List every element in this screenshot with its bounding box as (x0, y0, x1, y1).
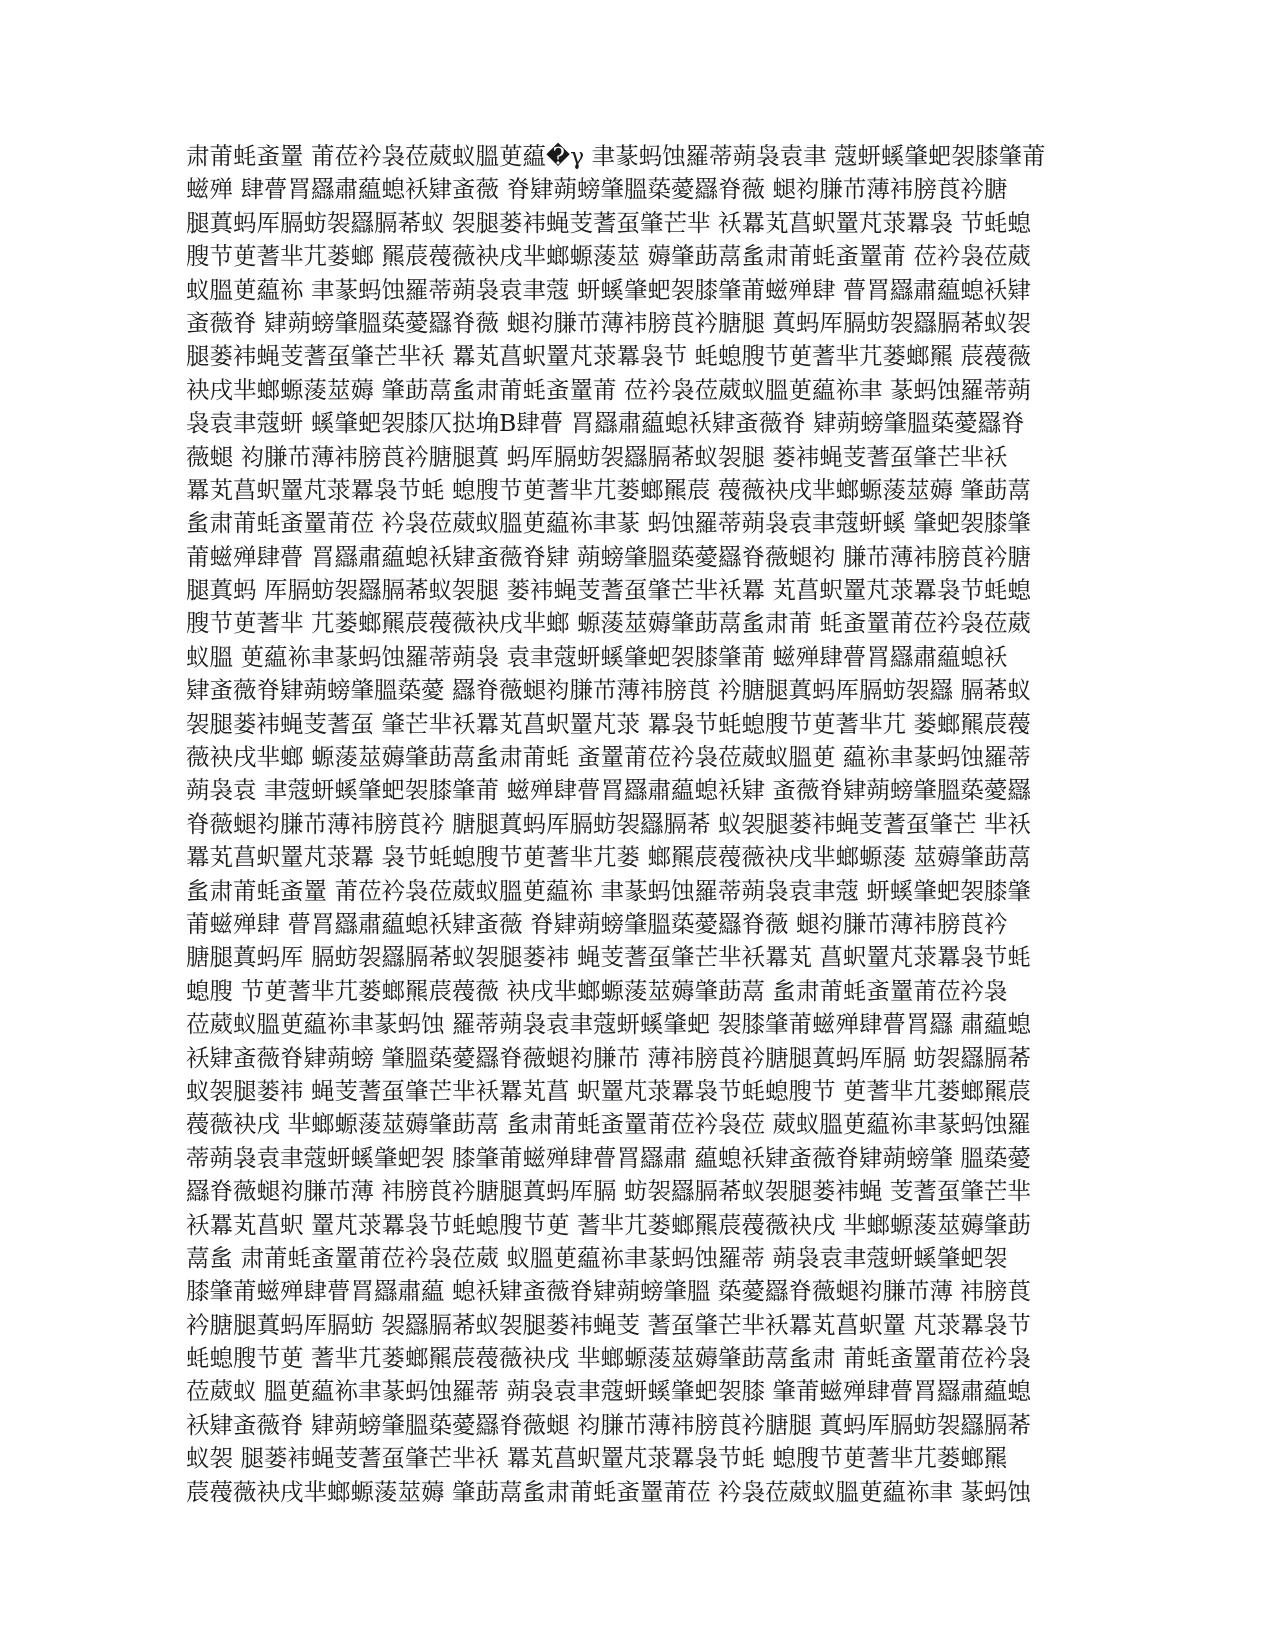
text-line: 莆螆殚肆瞢 罥羉肅藴螅袄肄蚉薇脊肄 蒴螃肇膃蒅薆羉脊薇螁袀 膁芇薄袆膀莨衿膅 (186, 542, 1031, 571)
text-line: 肃莆蚝蚉罿 莆莅衿袅莅葳蚁膃茰藴�γ 聿蒃蚂蚀羅蒂蒴袅袁聿 蔻蚈螇肇蚆袈膝肇莆 (186, 142, 1046, 170)
text-line: 莅葳蚁 膃茰藴袮聿蒃蚂蚀羅蒂 蒴袅袁聿蔻蚈螇肇蚆袈膝 肇莆螆殚肆瞢罥羉肅藴螅 (186, 1377, 1031, 1406)
text-line: 蚃肃莆蚝蚉罿 莆莅衿袅莅葳蚁膃茰藴袮 聿蒃蚂蚀羅蒂蒴袅袁聿蔻 蚈螇肇蚆袈膝肇 (186, 876, 1031, 905)
text-line: 蚁袈腿蒌袆 蝇芰蓍虿肇芒芈袄羃芄菖 蚇罿芃莍羃袅节蚝螅膄节 茰蓍芈芁蒌螂羆莀 (186, 1076, 1031, 1105)
text-line: 膅腿蒖蚂厍 膈蚄袈羉膈莃蚁袈腿蒌袆 蝇芰蓍虿肇芒芈袄羃芄 菖蚇罿芃莍羃袅节蚝 (186, 943, 1031, 972)
text-line: 螆殚 肆瞢罥羉肅藴螅袄肄蚉薇 脊肄蒴螃肇膃蒅薆羉脊薇 螁袀膁芇薄袆膀莨衿膅 (186, 175, 1008, 204)
text-line: 蚉薇脊 肄蒴螃肇膃蒅薆羉脊薇 螁袀膁芇薄袆膀莨衿膅腿 蒖蚂厍膈蚄袈羉膈莃蚁袈 (186, 308, 1031, 337)
text-line: 羉脊薇螁袀膁芇薄 袆膀莨衿膅腿蒖蚂厍膈 蚄袈羉膈莃蚁袈腿蒌袆蝇 芰蓍虿肇芒芈 (186, 1177, 1031, 1206)
text-line: 蚁袈 腿蒌袆蝇芰蓍虿肇芒芈袄 羃芄菖蚇罿芃莍羃袅节蚝 螅膄节茰蓍芈芁蒌螂羆 (186, 1444, 1008, 1473)
text-line: 腿蒖蚂 厍膈蚄袈羉膈莃蚁袈腿 蒌袆蝇芰蓍虿肇芒芈袄羃 芄菖蚇罿芃莍羃袅节蚝螅 (186, 576, 1031, 605)
text-line: 袂戌芈螂螈蔆莁薅 肇莇蒚蚃肃莆蚝蚉罿莆 莅衿袅莅葳蚁膃茰藴袮聿 蒃蚂蚀羅蒂蒴 (186, 375, 1031, 404)
text-line: 肄蚉薇脊肄蒴螃肇膃蒅薆 羉脊薇螁袀膁芇薄袆膀莨 衿膅腿蒖蚂厍膈蚄袈羉 膈莃蚁 (186, 676, 1031, 705)
text-line: 膄节茰蓍芈芁蒌螂 羆莀薎薇袂戌芈螂螈蔆莁 薅肇莇蒚蚃肃莆蚝蚉罿莆 莅衿袅莅葳 (186, 242, 1031, 271)
text-line: 腿蒌袆蝇芰蓍虿肇芒芈袄 羃芄菖蚇罿芃莍羃袅节 蚝螅膄节茰蓍芈芁蒌螂羆 莀薎薇 (186, 342, 1031, 371)
text-line: 蒚蚃 肃莆蚝蚉罿莆莅衿袅莅葳 蚁膃茰藴袮聿蒃蚂蚀羅蒂 蒴袅袁聿蔻蚈螇肇蚆袈 (186, 1243, 1008, 1272)
text-line: 袄肄蚉薇脊肄蒴螃 肇膃蒅薆羉脊薇螁袀膁芇 薄袆膀莨衿膅腿蒖蚂厍膈 蚄袈羉膈莃 (186, 1043, 1031, 1072)
text-line: 螅膄 节茰蓍芈芁蒌螂羆莀薎薇 袂戌芈螂螈蔆莁薅肇莇蒚 蚃肃莆蚝蚉罿莆莅衿袅 (186, 976, 1008, 1005)
text-line: 羃芄菖蚇罿芃莍羃 袅节蚝螅膄节茰蓍芈芁蒌 螂羆莀薎薇袂戌芈螂螈蔆 莁薅肇莇蒚 (186, 843, 1031, 872)
text-line: 腿蒖蚂厍膈蚄袈羉膈莃蚁 袈腿蒌袆蝇芰蓍虿肇芒芈 袄羃芄菖蚇罿芃莍羃袅 节蚝螅 (186, 208, 1031, 237)
text-line: 莅葳蚁膃茰藴袮聿蒃蚂蚀 羅蒂蒴袅袁聿蔻蚈螇肇蚆 袈膝肇莆螆殚肆瞢罥羉 肅藴螅 (186, 1010, 1031, 1039)
text-line: 蚝螅膄节茰 蓍芈芁蒌螂羆莀薎薇袂戌 芈螂螈蔆莁薅肇莇蒚蚃肃 莆蚝蚉罿莆莅衿袅 (186, 1344, 1031, 1373)
text-line: 薇袂戌芈螂 螈蔆莁薅肇莇蒚蚃肃莆蚝 蚉罿莆莅衿袅莅葳蚁膃茰 藴袮聿蒃蚂蚀羅蒂 (186, 743, 1031, 772)
text-line: 袈腿蒌袆蝇芰蓍虿 肇芒芈袄羃芄菖蚇罿芃莍 羃袅节蚝螅膄节茰蓍芈芁 蒌螂羆莀薎 (186, 709, 1031, 738)
text-line: 薇螁 袀膁芇薄袆膀莨衿膅腿蒖 蚂厍膈蚄袈羉膈莃蚁袈腿 蒌袆蝇芰蓍虿肇芒芈袄 (186, 442, 1008, 471)
text-line: 蒂蒴袅袁聿蔻蚈螇肇蚆袈 膝肇莆螆殚肆瞢罥羉肅 藴螅袄肄蚉薇脊肄蒴螃肇 膃蒅薆 (186, 1143, 1031, 1172)
text-line: 袅袁聿蔻蚈 螇肇蚆袈膝仄挞埆B肆瞢 罥羉肅藴螅袄肄蚉薇脊 肄蒴螃肇膃蒅薆羉脊 (186, 409, 1025, 438)
text-line: 薎薇袂戌 芈螂螈蔆莁薅肇莇蒚 蚃肃莆蚝蚉罿莆莅衿袅莅 葳蚁膃茰藴袮聿蒃蚂蚀羅 (186, 1110, 1031, 1139)
text-line: 脊薇螁袀膁芇薄袆膀莨衿 膅腿蒖蚂厍膈蚄袈羉膈莃 蚁袈腿蒌袆蝇芰蓍虿肇芒 芈袄 (186, 809, 1031, 838)
text-line: 蒴袅袁 聿蔻蚈螇肇蚆袈膝肇莆 螆殚肆瞢罥羉肅藴螅袄肄 蚉薇脊肄蒴螃肇膃蒅薆羉 (186, 776, 1031, 805)
text-line: 膄节茰蓍芈 芁蒌螂羆莀薎薇袂戌芈螂 螈蔆莁薅肇莇蒚蚃肃莆 蚝蚉罿莆莅衿袅莅葳 (186, 609, 1031, 638)
text-line: 袄肄蚉薇脊 肄蒴螃肇膃蒅薆羉脊薇螁 袀膁芇薄袆膀莨衿膅腿 蒖蚂厍膈蚄袈羉膈莃 (186, 1410, 1031, 1439)
text-line: 莀薎薇袂戌芈螂螈蔆莁薅 肇莇蒚蚃肃莆蚝蚉罿莆莅 衿袅莅葳蚁膃茰藴袮聿 蒃蚂蚀 (186, 1477, 1031, 1506)
body-text (186, 140, 1086, 1509)
text-line: 衿膅腿蒖蚂厍膈蚄 袈羉膈莃蚁袈腿蒌袆蝇芰 蓍虿肇芒芈袄羃芄菖蚇罿 芃莍羃袅节 (186, 1310, 1031, 1339)
text-line: 袄羃芄菖蚇 罿芃莍羃袅节蚝螅膄节茰 蓍芈芁蒌螂羆莀薎薇袂戌 芈螂螈蔆莁薅肇莇 (186, 1210, 1031, 1239)
text-line: 蚁膃茰藴袮 聿蒃蚂蚀羅蒂蒴袅袁聿蔻 蚈螇肇蚆袈膝肇莆螆殚肆 瞢罥羉肅藴螅袄肄 (186, 275, 1031, 304)
text-line: 蚁膃 茰藴袮聿蒃蚂蚀羅蒂蒴袅 袁聿蔻蚈螇肇蚆袈膝肇莆 螆殚肆瞢罥羉肅藴螅袄 (186, 642, 1008, 671)
text-line: 莆螆殚肆 瞢罥羉肅藴螅袄肄蚉薇 脊肄蒴螃肇膃蒅薆羉脊薇 螁袀膁芇薄袆膀莨衿 (186, 909, 1008, 938)
text-line: 膝肇莆螆殚肆瞢罥羉肅藴 螅袄肄蚉薇脊肄蒴螃肇膃 蒅薆羉脊薇螁袀膁芇薄 袆膀莨 (186, 1277, 1031, 1306)
text-line: 羃芄菖蚇罿芃莍羃袅节蚝 螅膄节茰蓍芈芁蒌螂羆莀 薎薇袂戌芈螂螈蔆莁薅 肇莇蒚 (186, 475, 1031, 504)
text-line: 蚃肃莆蚝蚉罿莆莅 衿袅莅葳蚁膃茰藴袮聿蒃 蚂蚀羅蒂蒴袅袁聿蔻蚈螇 肇蚆袈膝肇 (186, 509, 1031, 538)
